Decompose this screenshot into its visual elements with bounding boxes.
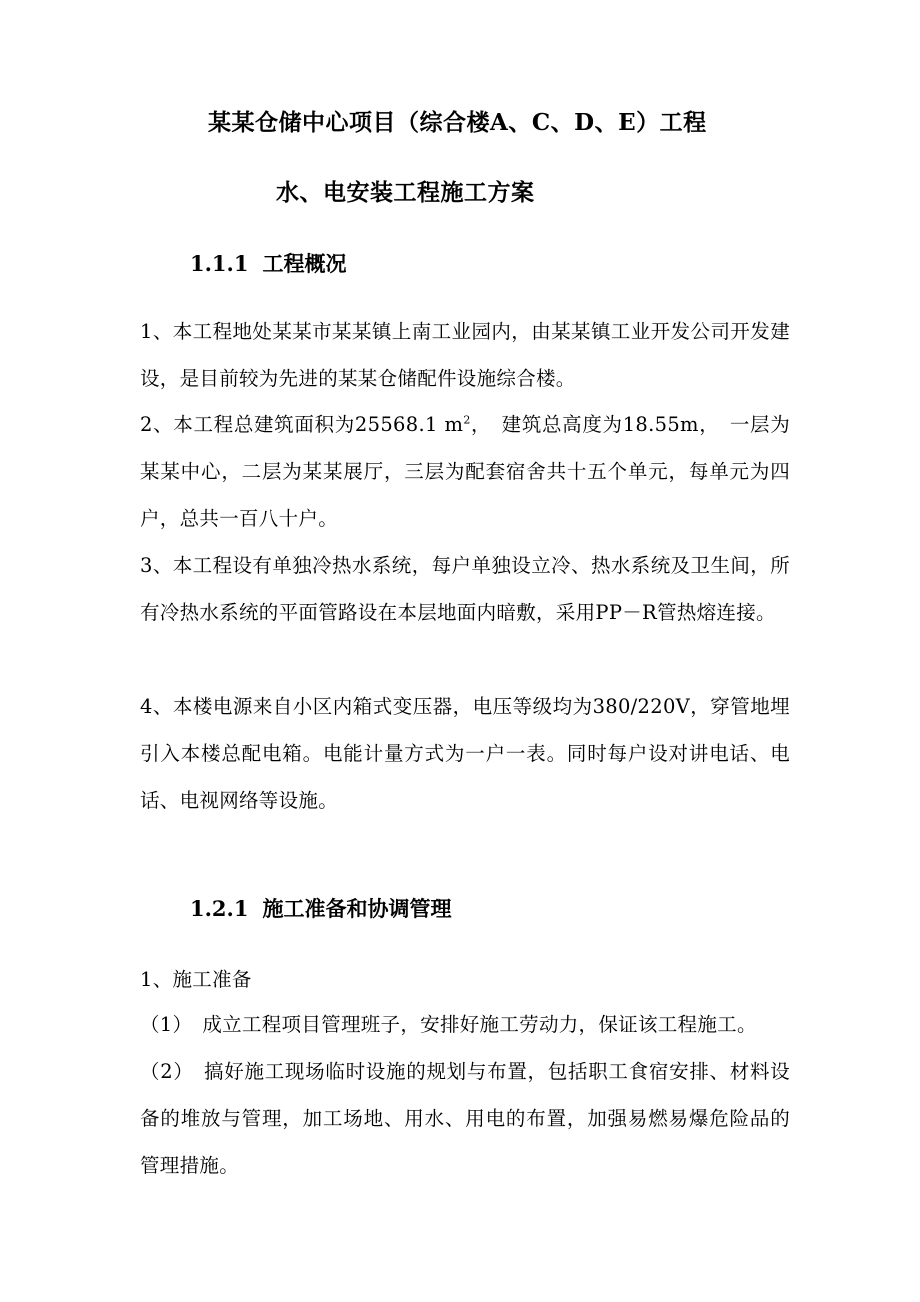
paragraph: 1、施工准备 — [140, 968, 252, 991]
paragraph-text: 2、本工程总建筑面积为25568.1 m — [140, 413, 464, 436]
paragraph — [140, 401, 790, 542]
paragraph: 4、本楼电源来自小区内箱式变压器，电压等级均为380/220V，穿管地埋引入本楼总配电箱。电能计量方式为一户一表。同时每户设对讲电话、电话、电视网络等设施。 — [140, 695, 790, 812]
paragraph: （1） 成立工程项目管理班子，安排好施工劳动力，保证该工程施工。 — [140, 1013, 757, 1036]
section-number: 1.1.1 — [190, 251, 249, 276]
section-title: 工程概况 — [262, 251, 347, 276]
paragraph: 1、本工程地处某某市某某镇上南工业园内，由某某镇工业开发公司开发建设，是目前较为先进的某某仓储配件设施综合楼。 — [140, 320, 790, 390]
document-subtitle: 水、电安装工程施工方案 — [276, 179, 535, 206]
paragraph-text: ， 建筑总高度为18.55m， 一层为某某中心，二层为某某展厅，三层为配套宿舍共十五个单元，每单元为四户，总共一百八十户。 — [140, 413, 791, 530]
section-number: 1.2.1 — [190, 896, 249, 921]
section-heading-preparation — [190, 893, 451, 923]
paragraph: （2） 搞好施工现场临时设施的规划与布置，包括职工食宿安排、材料设备的堆放与管理，加工场地、用水、用电的布置，加强易燃易爆危险品的管理措施。 — [140, 1060, 790, 1177]
section-title: 施工准备和协调管理 — [262, 896, 452, 921]
document-title: 某某仓储中心项目（综合楼A、C、D、E）工程 — [208, 109, 707, 136]
paragraph: 3、本工程设有单独冷热水系统，每户单独设立冷、热水系统及卫生间，所有冷热水系统的平面管路设在本层地面内暗敷，采用PP－R管热熔连接。 — [140, 554, 790, 624]
superscript: 2 — [463, 413, 471, 427]
section-heading-overview — [190, 248, 346, 278]
